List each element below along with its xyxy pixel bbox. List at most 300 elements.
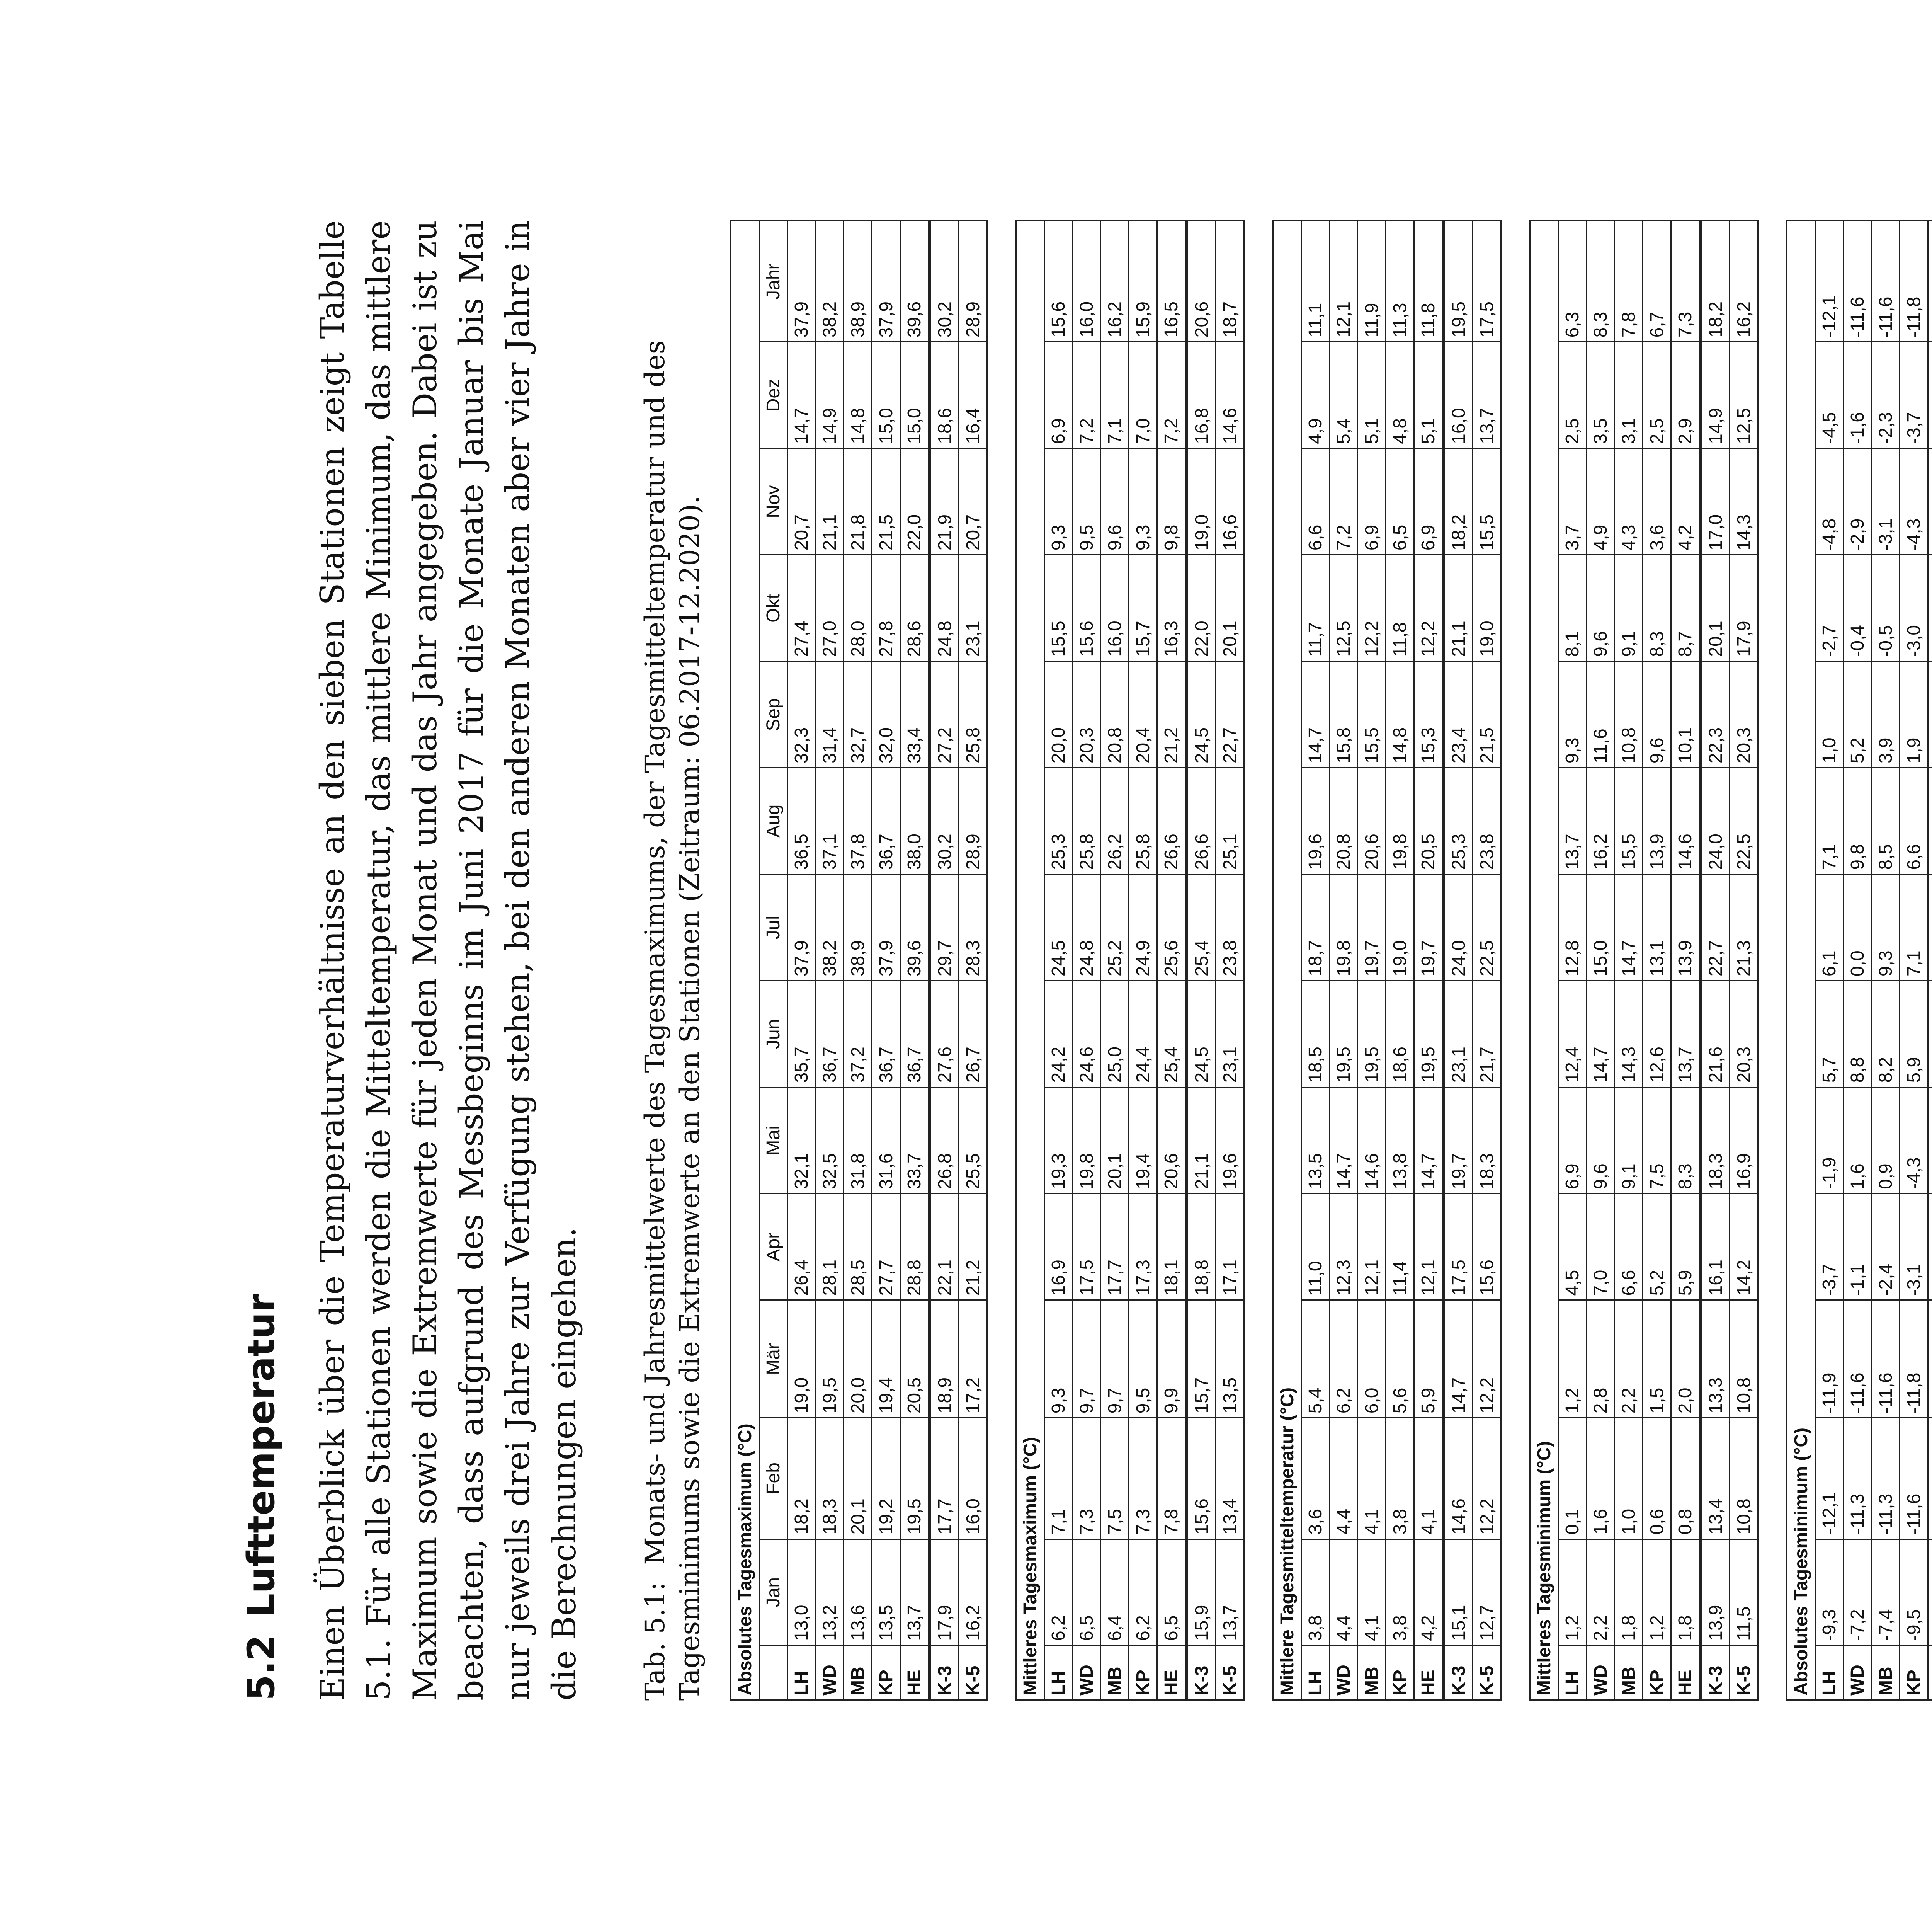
station-label: WD <box>1844 1646 1872 1700</box>
value-cell: 0,8 <box>1671 1418 1701 1539</box>
column-header: Feb <box>759 1418 787 1539</box>
table-row <box>1701 221 1730 1700</box>
column-header: Mai <box>759 1087 787 1193</box>
value-cell: 14,7 <box>1301 661 1330 768</box>
value-cell: 3,6 <box>1643 448 1671 555</box>
value-cell: 25,0 <box>1101 981 1129 1087</box>
value-cell: 25,5 <box>959 1087 987 1193</box>
value-cell: 9,7 <box>1101 1300 1129 1418</box>
table-row <box>1928 221 1932 1700</box>
value-cell: 10,8 <box>1730 1300 1758 1418</box>
value-cell: 18,2 <box>1701 221 1730 342</box>
value-cell: 13,5 <box>1216 1300 1244 1418</box>
value-cell: 9,1 <box>1615 555 1643 661</box>
month-header-row <box>759 221 787 1700</box>
value-cell: 13,9 <box>1643 768 1671 874</box>
value-cell: 21,5 <box>872 448 900 555</box>
value-cell: 27,4 <box>787 555 816 661</box>
value-cell: 18,7 <box>1216 221 1244 342</box>
value-cell: 20,4 <box>1129 661 1157 768</box>
value-cell: 28,1 <box>816 1193 844 1300</box>
value-cell: 11,6 <box>1587 661 1615 768</box>
value-cell: 14,6 <box>1216 342 1244 448</box>
value-cell: 14,6 <box>1671 768 1701 874</box>
value-cell: 12,1 <box>1330 221 1358 342</box>
value-cell: 15,6 <box>1073 555 1101 661</box>
value-cell <box>1928 768 1932 874</box>
column-header: Jul <box>759 874 787 981</box>
value-cell: -3,7 <box>1815 1193 1844 1300</box>
value-cell: 13,2 <box>816 1539 844 1645</box>
value-cell: 0,1 <box>1558 1418 1587 1539</box>
value-cell: 0,6 <box>1643 1418 1671 1539</box>
value-cell: 24,0 <box>1444 874 1473 981</box>
value-cell: 9,3 <box>1129 448 1157 555</box>
value-cell: 7,2 <box>1073 342 1101 448</box>
value-cell: -3,0 <box>1900 555 1928 661</box>
value-cell: 13,7 <box>1671 981 1701 1087</box>
value-cell: 14,3 <box>1615 981 1643 1087</box>
value-cell: 19,2 <box>872 1418 900 1539</box>
section-heading <box>240 1294 283 1701</box>
value-cell: 9,3 <box>1558 661 1587 768</box>
value-cell: 19,4 <box>872 1300 900 1418</box>
value-cell: 16,8 <box>1187 342 1216 448</box>
value-cell: 4,1 <box>1414 1418 1444 1539</box>
value-cell: 32,7 <box>844 661 872 768</box>
value-cell: 19,0 <box>1187 448 1216 555</box>
station-label: MB <box>844 1646 872 1700</box>
value-cell: 25,2 <box>1101 874 1129 981</box>
value-cell: 15,5 <box>1044 555 1073 661</box>
value-cell: 19,5 <box>1444 221 1473 342</box>
value-cell: 7,1 <box>1044 1418 1073 1539</box>
value-cell: 12,2 <box>1473 1300 1501 1418</box>
value-cell: 17,5 <box>1444 1193 1473 1300</box>
value-cell: 5,9 <box>1671 1193 1701 1300</box>
section-title-row <box>1273 221 1301 1700</box>
station-label: KP <box>872 1646 900 1700</box>
station-label: HE <box>1671 1646 1701 1700</box>
value-cell: 6,2 <box>1044 1539 1073 1645</box>
value-cell: 38,2 <box>816 221 844 342</box>
value-cell: 11,1 <box>1301 221 1330 342</box>
section-title-row <box>731 221 759 1700</box>
value-cell: 9,7 <box>1073 1300 1101 1418</box>
value-cell: -1,6 <box>1844 342 1872 448</box>
section-spacer <box>1758 221 1787 1700</box>
value-cell: 22,5 <box>1730 768 1758 874</box>
value-cell: 19,0 <box>787 1300 816 1418</box>
value-cell: 18,6 <box>1386 981 1414 1087</box>
value-cell: 8,2 <box>1872 981 1900 1087</box>
value-cell: 8,3 <box>1671 1087 1701 1193</box>
value-cell: 7,1 <box>1101 342 1129 448</box>
value-cell: 7,0 <box>1129 342 1157 448</box>
value-cell: 14,7 <box>1414 1087 1444 1193</box>
value-cell: 13,7 <box>1558 768 1587 874</box>
value-cell: 3,5 <box>1587 342 1615 448</box>
value-cell: 28,6 <box>900 555 930 661</box>
station-label: K-5 <box>1473 1646 1501 1700</box>
value-cell: 18,6 <box>930 342 959 448</box>
value-cell: 20,1 <box>844 1418 872 1539</box>
value-cell: 20,0 <box>1044 661 1073 768</box>
value-cell: 12,7 <box>1473 1539 1501 1645</box>
station-label: HE <box>900 1646 930 1700</box>
column-header: Jahr <box>759 221 787 342</box>
value-cell: 23,4 <box>1444 661 1473 768</box>
value-cell: 19,7 <box>1414 874 1444 981</box>
value-cell: -9,3 <box>1815 1539 1844 1645</box>
value-cell <box>1928 555 1932 661</box>
column-header: Okt <box>759 555 787 661</box>
value-cell: 20,0 <box>844 1300 872 1418</box>
value-cell: 25,8 <box>1129 768 1157 874</box>
value-cell: 21,1 <box>1444 555 1473 661</box>
value-cell: 37,1 <box>816 768 844 874</box>
value-cell: 14,8 <box>844 342 872 448</box>
value-cell: 13,7 <box>1216 1539 1244 1645</box>
section-title: Lufttemperatur <box>240 1294 283 1617</box>
value-cell: 9,5 <box>1073 448 1101 555</box>
value-cell: 19,5 <box>900 1418 930 1539</box>
value-cell: 18,2 <box>787 1418 816 1539</box>
value-cell: 5,2 <box>1643 1193 1671 1300</box>
value-cell: 28,3 <box>959 874 987 981</box>
value-cell: 2,9 <box>1671 342 1701 448</box>
value-cell: 20,1 <box>1216 555 1244 661</box>
station-label: LH <box>1815 1646 1844 1700</box>
value-cell: 7,0 <box>1587 1193 1615 1300</box>
value-cell: 6,6 <box>1900 768 1928 874</box>
value-cell: 3,9 <box>1872 661 1900 768</box>
value-cell: 2,2 <box>1615 1300 1643 1418</box>
value-cell: 18,9 <box>930 1300 959 1418</box>
value-cell: -11,6 <box>1844 1300 1872 1418</box>
value-cell: 24,0 <box>1701 768 1730 874</box>
value-cell: 4,1 <box>1358 1418 1386 1539</box>
station-label: K-3 <box>1444 1646 1473 1700</box>
value-cell: 13,9 <box>1671 874 1701 981</box>
table-row <box>1073 221 1101 1700</box>
value-cell: 14,9 <box>1701 342 1730 448</box>
value-cell: 11,9 <box>1358 221 1386 342</box>
value-cell: -12,1 <box>1815 1418 1844 1539</box>
value-cell: 33,7 <box>900 1087 930 1193</box>
value-cell: -0,5 <box>1872 555 1900 661</box>
value-cell: 38,0 <box>900 768 930 874</box>
value-cell: 19,5 <box>1330 981 1358 1087</box>
value-cell: 23,1 <box>1444 981 1473 1087</box>
table-row <box>872 221 900 1700</box>
value-cell: 2,2 <box>1587 1539 1615 1645</box>
value-cell: 15,5 <box>1358 661 1386 768</box>
spacer-cell <box>987 221 1016 1700</box>
value-cell: 10,8 <box>1615 661 1643 768</box>
value-cell: 8,1 <box>1558 555 1587 661</box>
value-cell: 2,8 <box>1587 1300 1615 1418</box>
value-cell: 11,8 <box>1386 555 1414 661</box>
spacer-cell <box>1758 221 1787 1700</box>
value-cell: 21,6 <box>1701 981 1730 1087</box>
value-cell: 4,3 <box>1615 448 1643 555</box>
value-cell: 32,0 <box>872 661 900 768</box>
value-cell: 8,3 <box>1587 221 1615 342</box>
value-cell: 15,6 <box>1044 221 1073 342</box>
value-cell: 4,9 <box>1301 342 1330 448</box>
value-cell: 17,7 <box>1101 1193 1129 1300</box>
value-cell: 19,8 <box>1386 768 1414 874</box>
table-caption-text: Monats- und Jahresmittelwerte des Tagesmaximums, der Tagesmitteltemperatur und des Tagesminimums sowie die Extremwerte an den Stationen (Zeitraum: 06.2017-12.2020). <box>639 340 706 1701</box>
value-cell: 3,1 <box>1615 342 1643 448</box>
value-cell: 15,5 <box>1473 448 1501 555</box>
value-cell: 3,7 <box>1558 448 1587 555</box>
value-cell: 16,9 <box>1044 1193 1073 1300</box>
value-cell: 18,3 <box>816 1418 844 1539</box>
value-cell: 12,2 <box>1414 555 1444 661</box>
value-cell: 21,2 <box>959 1193 987 1300</box>
value-cell: 9,6 <box>1101 448 1129 555</box>
value-cell: 19,7 <box>1358 874 1386 981</box>
value-cell: 4,5 <box>1558 1193 1587 1300</box>
column-header: Sep <box>759 661 787 768</box>
value-cell: 16,2 <box>959 1539 987 1645</box>
value-cell: 1,8 <box>1671 1539 1701 1645</box>
table-row <box>1101 221 1129 1700</box>
value-cell: 1,6 <box>1844 1087 1872 1193</box>
value-cell: 6,9 <box>1044 342 1073 448</box>
value-cell: 17,9 <box>1730 555 1758 661</box>
value-cell: 15,9 <box>1129 221 1157 342</box>
station-label: WD <box>816 1646 844 1700</box>
value-cell: 23,1 <box>1216 981 1244 1087</box>
value-cell: 20,1 <box>1701 555 1730 661</box>
value-cell: 25,8 <box>959 661 987 768</box>
value-cell: 7,3 <box>1671 221 1701 342</box>
value-cell: 1,8 <box>1615 1539 1643 1645</box>
temperature-table <box>730 220 1932 1701</box>
value-cell: 8,7 <box>1671 555 1701 661</box>
value-cell: 6,7 <box>1643 221 1671 342</box>
value-cell: -9,5 <box>1900 1539 1928 1645</box>
value-cell: 9,3 <box>1044 448 1073 555</box>
value-cell: 35,7 <box>787 981 816 1087</box>
value-cell: 20,3 <box>1730 981 1758 1087</box>
value-cell: 19,4 <box>1129 1087 1157 1193</box>
table-row <box>1587 221 1615 1700</box>
value-cell: 4,4 <box>1330 1539 1358 1645</box>
table-row <box>1157 221 1187 1700</box>
value-cell: 30,2 <box>930 768 959 874</box>
value-cell: -3,1 <box>1900 1193 1928 1300</box>
value-cell: 14,6 <box>1358 1087 1386 1193</box>
value-cell: 17,7 <box>930 1418 959 1539</box>
station-label: LH <box>787 1646 816 1700</box>
section-title: Mittleres Tagesminimum (°C) <box>1530 221 1558 1700</box>
value-cell: -11,8 <box>1900 1300 1928 1418</box>
value-cell: -2,7 <box>1815 555 1844 661</box>
value-cell: 25,3 <box>1444 768 1473 874</box>
value-cell: 28,8 <box>900 1193 930 1300</box>
value-cell: 26,7 <box>959 981 987 1087</box>
value-cell: 6,0 <box>1358 1300 1386 1418</box>
station-label: KP <box>1643 1646 1671 1700</box>
value-cell: 6,9 <box>1414 448 1444 555</box>
value-cell: 11,7 <box>1301 555 1330 661</box>
value-cell: 15,7 <box>1129 555 1157 661</box>
value-cell: 22,3 <box>1701 661 1730 768</box>
value-cell: 24,2 <box>1044 981 1073 1087</box>
value-cell: -1,1 <box>1844 1193 1872 1300</box>
value-cell: 31,4 <box>816 661 844 768</box>
value-cell: 36,7 <box>900 981 930 1087</box>
value-cell: 5,9 <box>1900 981 1928 1087</box>
value-cell: 38,2 <box>816 874 844 981</box>
table-row <box>1301 221 1330 1700</box>
station-label: MB <box>1358 1646 1386 1700</box>
value-cell: -11,3 <box>1872 1418 1900 1539</box>
value-cell: 19,8 <box>1330 874 1358 981</box>
value-cell: 24,8 <box>930 555 959 661</box>
value-cell: -12,1 <box>1815 221 1844 342</box>
value-cell: 17,2 <box>959 1300 987 1418</box>
value-cell <box>1928 661 1932 768</box>
value-cell: 22,0 <box>1187 555 1216 661</box>
value-cell: -3,7 <box>1900 342 1928 448</box>
value-cell: -11,3 <box>1844 1418 1872 1539</box>
value-cell: 14,8 <box>1386 661 1414 768</box>
value-cell: 19,5 <box>1414 981 1444 1087</box>
value-cell: 9,8 <box>1157 448 1187 555</box>
value-cell: 7,1 <box>1900 874 1928 981</box>
temperature-table-body <box>731 221 1932 1700</box>
value-cell: 21,8 <box>844 448 872 555</box>
value-cell: 4,1 <box>1358 1539 1386 1645</box>
value-cell: 8,3 <box>1643 555 1671 661</box>
value-cell: 7,1 <box>1815 768 1844 874</box>
value-cell: 9,9 <box>1157 1300 1187 1418</box>
value-cell: 16,2 <box>1587 768 1615 874</box>
value-cell: 24,5 <box>1187 661 1216 768</box>
value-cell: 0,9 <box>1872 1087 1900 1193</box>
value-cell: 20,1 <box>1101 1087 1129 1193</box>
station-label: KP <box>1386 1646 1414 1700</box>
value-cell: -7,4 <box>1872 1539 1900 1645</box>
value-cell: 6,2 <box>1129 1539 1157 1645</box>
table-caption-label: Tab. 5.1: <box>639 1582 671 1701</box>
value-cell <box>1928 1087 1932 1193</box>
value-cell: 18,8 <box>1187 1193 1216 1300</box>
value-cell: 20,8 <box>1101 661 1129 768</box>
value-cell: 28,9 <box>959 221 987 342</box>
value-cell: 16,0 <box>1444 342 1473 448</box>
table-row <box>1129 221 1157 1700</box>
value-cell: 4,2 <box>1414 1539 1444 1645</box>
value-cell <box>1928 1418 1932 1539</box>
value-cell: 25,4 <box>1187 874 1216 981</box>
value-cell: 22,1 <box>930 1193 959 1300</box>
station-label <box>1928 1646 1932 1700</box>
value-cell: -11,6 <box>1900 1418 1928 1539</box>
value-cell: 25,8 <box>1073 768 1101 874</box>
value-cell: 20,5 <box>1414 768 1444 874</box>
station-label: HE <box>1414 1646 1444 1700</box>
value-cell: 6,9 <box>1558 1087 1587 1193</box>
value-cell: 21,5 <box>1473 661 1501 768</box>
value-cell: 14,7 <box>1330 1087 1358 1193</box>
section-title: Absolutes Tagesminimum (°C) <box>1787 221 1815 1700</box>
value-cell: 36,5 <box>787 768 816 874</box>
value-cell: -11,6 <box>1844 221 1872 342</box>
station-label: MB <box>1615 1646 1643 1700</box>
value-cell: 9,5 <box>1129 1300 1157 1418</box>
value-cell: 1,0 <box>1815 661 1844 768</box>
value-cell: 17,1 <box>1216 1193 1244 1300</box>
section-spacer <box>987 221 1016 1700</box>
value-cell: 17,3 <box>1129 1193 1157 1300</box>
value-cell: 26,6 <box>1187 768 1216 874</box>
column-header: Jan <box>759 1539 787 1645</box>
value-cell: 12,2 <box>1358 555 1386 661</box>
value-cell: 15,6 <box>1187 1418 1216 1539</box>
value-cell: 14,7 <box>1615 874 1643 981</box>
value-cell: 37,9 <box>787 874 816 981</box>
value-cell: 6,9 <box>1358 448 1386 555</box>
station-label: HE <box>1157 1646 1187 1700</box>
value-cell: -2,3 <box>1872 342 1900 448</box>
value-cell: 36,7 <box>872 981 900 1087</box>
value-cell: 5,4 <box>1301 1300 1330 1418</box>
value-cell: 22,0 <box>900 448 930 555</box>
value-cell: 11,3 <box>1386 221 1414 342</box>
value-cell: 30,2 <box>930 221 959 342</box>
table-row <box>1044 221 1073 1700</box>
value-cell: 21,3 <box>1730 874 1758 981</box>
value-cell: 24,6 <box>1073 981 1101 1087</box>
value-cell: 17,0 <box>1701 448 1730 555</box>
column-header: Jun <box>759 981 787 1087</box>
value-cell: 15,3 <box>1414 661 1444 768</box>
value-cell: 21,9 <box>930 448 959 555</box>
value-cell: 24,5 <box>1044 874 1073 981</box>
value-cell: 23,8 <box>1473 768 1501 874</box>
section-spacer <box>1501 221 1530 1700</box>
value-cell: 7,2 <box>1157 342 1187 448</box>
value-cell: 6,4 <box>1101 1539 1129 1645</box>
value-cell: 26,8 <box>930 1087 959 1193</box>
value-cell: 5,7 <box>1815 981 1844 1087</box>
station-label: KP <box>1129 1646 1157 1700</box>
value-cell: 27,7 <box>872 1193 900 1300</box>
value-cell: -1,9 <box>1815 1087 1844 1193</box>
table-row <box>1730 221 1758 1700</box>
value-cell: 27,8 <box>872 555 900 661</box>
station-label: MB <box>1101 1646 1129 1700</box>
value-cell: 20,3 <box>1073 661 1101 768</box>
value-cell: 9,3 <box>1872 874 1900 981</box>
section-title: Absolutes Tagesmaximum (°C) <box>731 221 759 1700</box>
value-cell: 14,3 <box>1730 448 1758 555</box>
value-cell: 17,5 <box>1073 1193 1101 1300</box>
value-cell: 15,0 <box>1587 874 1615 981</box>
value-cell: 20,6 <box>1157 1087 1187 1193</box>
value-cell: 11,4 <box>1386 1193 1414 1300</box>
station-label: KP <box>1900 1646 1928 1700</box>
section-spacer <box>1244 221 1273 1700</box>
value-cell: 36,7 <box>872 768 900 874</box>
value-cell: 13,7 <box>1473 342 1501 448</box>
